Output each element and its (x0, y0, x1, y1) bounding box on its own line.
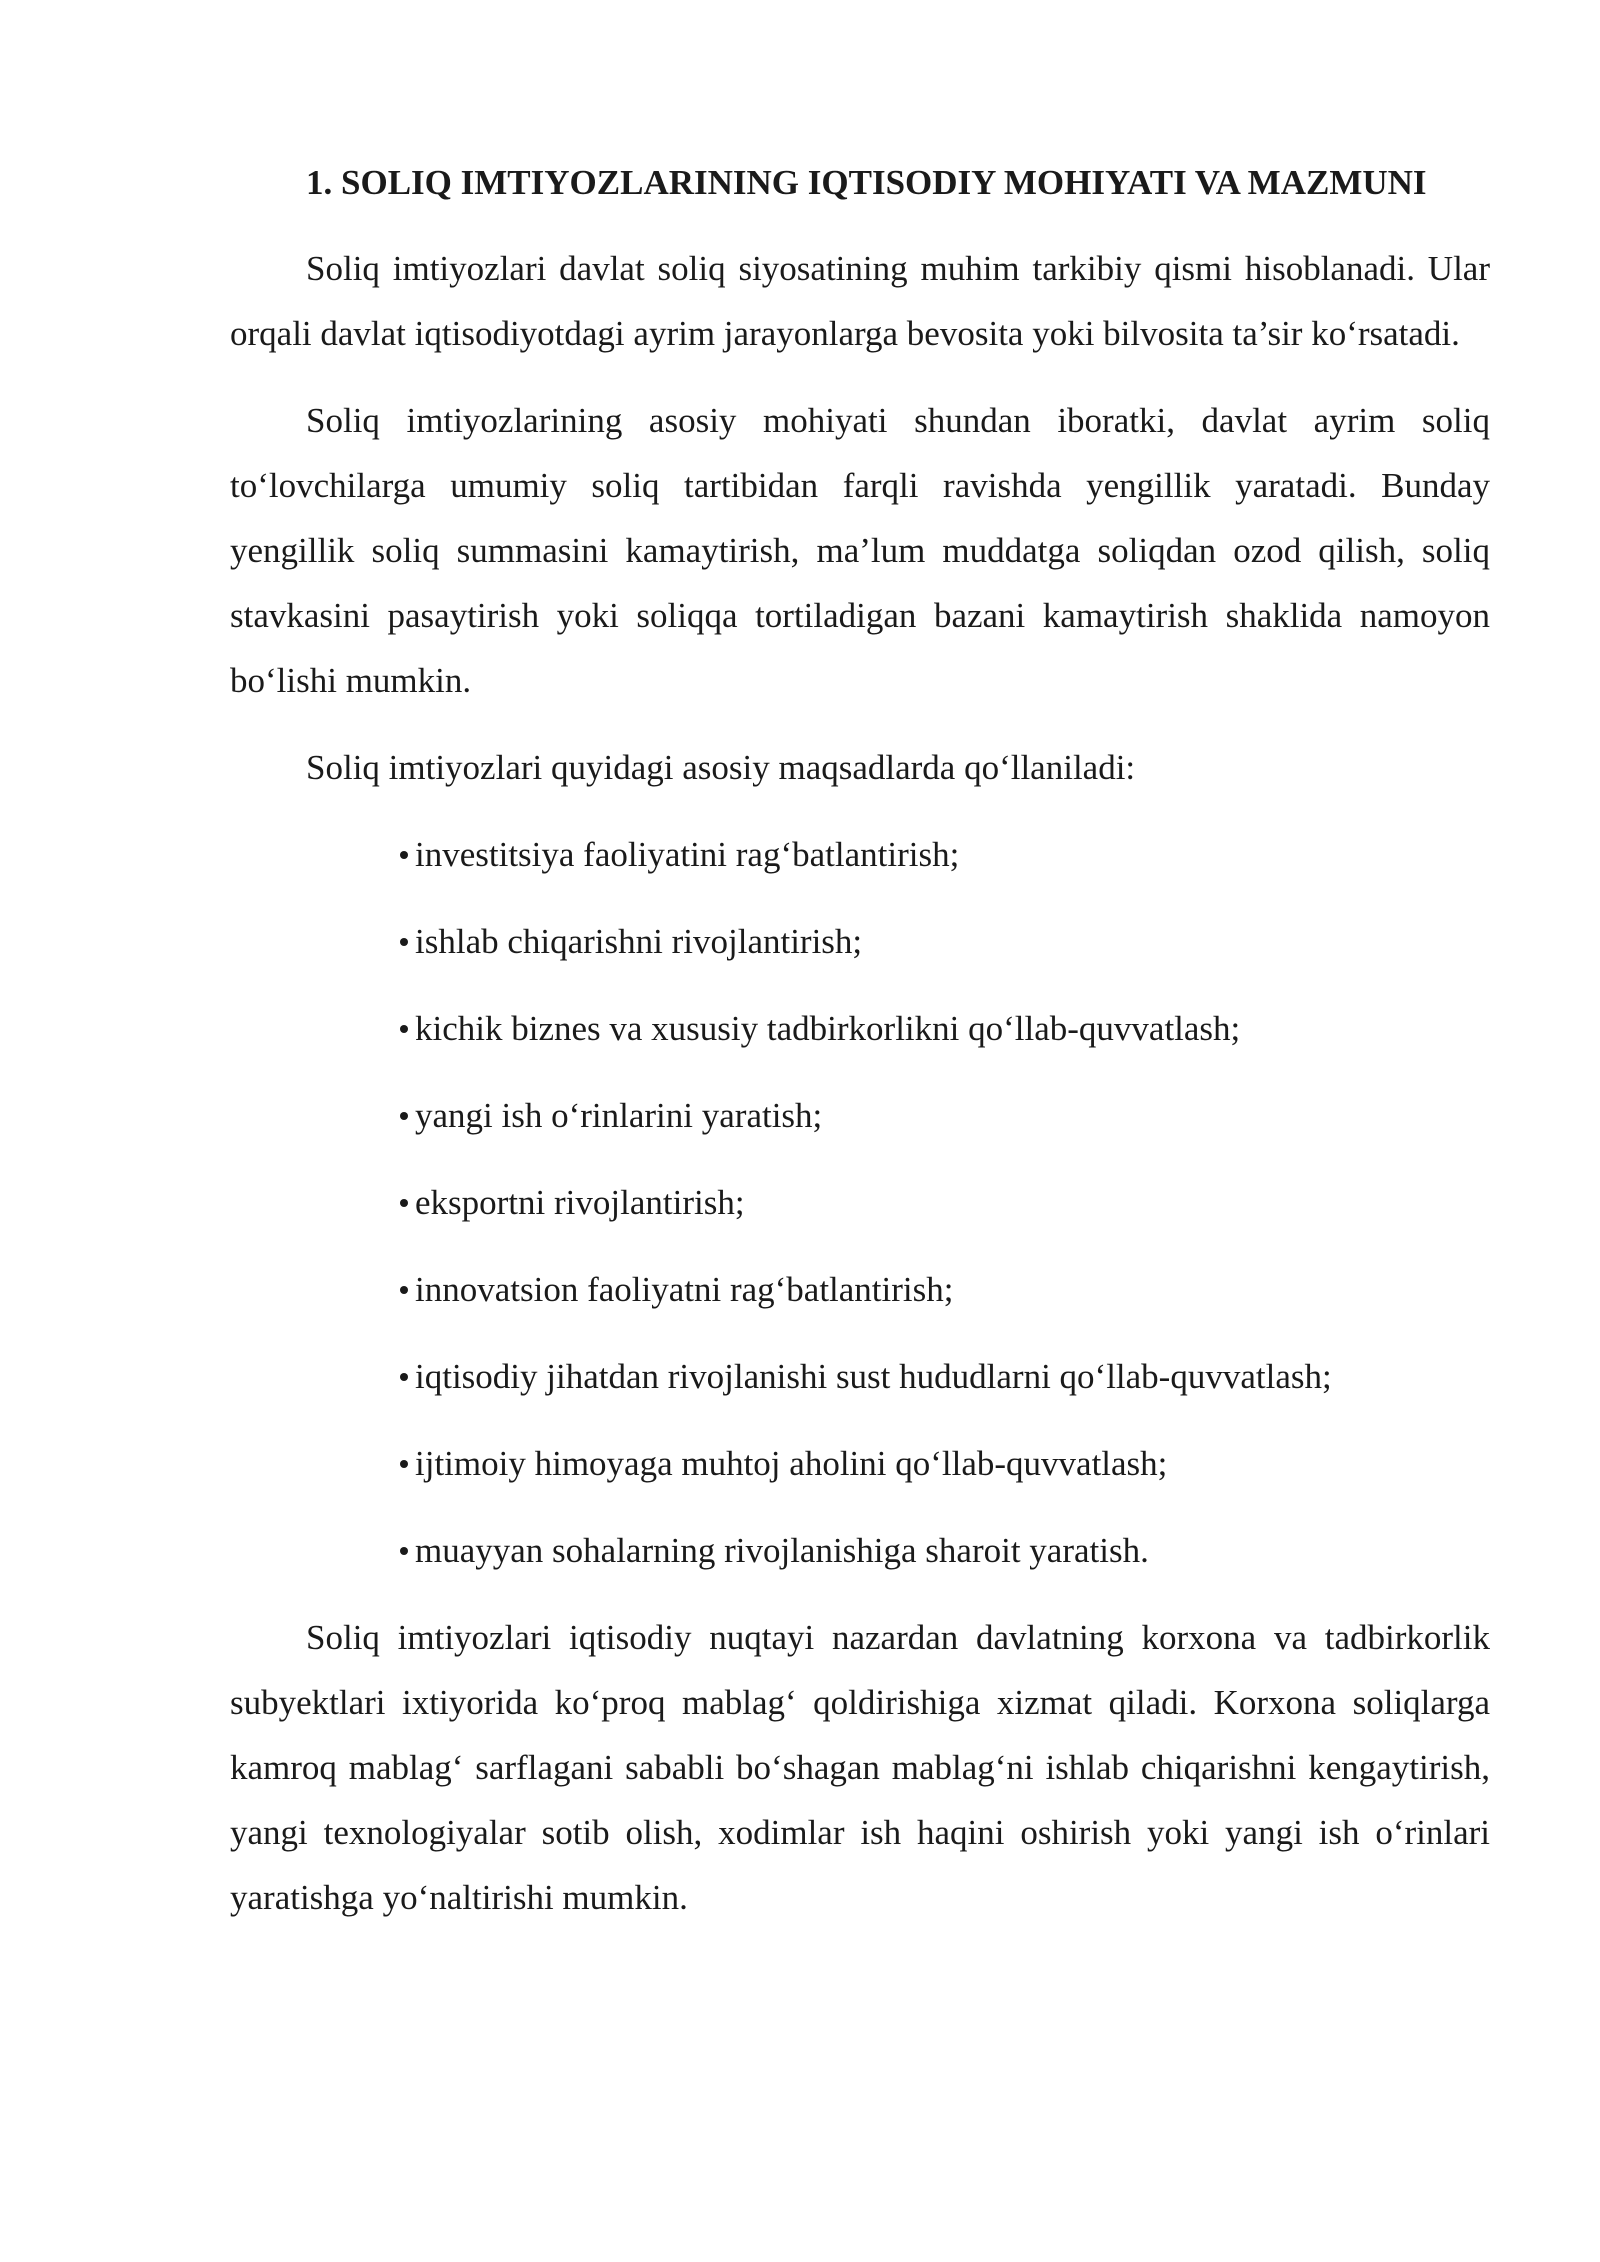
bullet-icon (400, 1286, 408, 1294)
list-item-text: ishlab chiqarishni rivojlantirish; (415, 922, 863, 961)
list-item-text: kichik biznes va xususiy tadbirkorlikni qo‘llab-quvvatlash; (415, 1009, 1241, 1048)
bullet-icon (400, 938, 408, 946)
paragraph-goals-lead: Soliq imtiyozlari quyidagi asosiy maqsadlarda qo‘llaniladi: (306, 748, 1136, 787)
section-heading: 1. SOLIQ IMTIYOZLARINING IQTISODIY MOHIYATI VA MAZMUNI (306, 163, 1427, 202)
list-item-text: investitsiya faoliyatini rag‘batlantirish; (415, 835, 960, 874)
goals-list (230, 822, 1490, 1583)
paragraph-closing: Soliq imtiyozlari iqtisodiy nuqtayi nazardan davlatning korxona va tadbirkorlik subyektlari ixtiyorida ko‘proq mablag‘ qoldirishiga xizmat qiladi. Korxona soliqlarga kamroq mablag‘ sarflagani sababli bo‘shagan mablag‘ni ishlab chiqarishni kengaytirish, yangi texnologiyalar sotib olish, xodimlar ish haqini oshirish yoki yangi ish o‘rinlari yaratishga yo‘naltirishi mumkin. (230, 1618, 1490, 1917)
list-item (400, 1518, 1490, 1583)
list-item-text: yangi ish o‘rinlarini yaratish; (415, 1096, 823, 1135)
bullet-icon (400, 1373, 408, 1381)
list-item (400, 1344, 1490, 1409)
list-item-text: muayyan sohalarning rivojlanishiga sharoit yaratish. (415, 1531, 1149, 1570)
bullet-icon (400, 1460, 408, 1468)
list-item-text: ijtimoiy himoyaga muhtoj aholini qo‘llab-quvvatlash; (415, 1444, 1168, 1483)
bullet-icon (400, 1112, 408, 1120)
paragraph-essence: Soliq imtiyozlarining asosiy mohiyati shundan iboratki, davlat ayrim soliq to‘lovchilarga umumiy soliq tartibidan farqli ravishda yengillik yaratadi. Bunday yengillik soliq summasini kamaytirish, ma’lum muddatga soliqdan ozod qilish, soliq stavkasini pasaytirish yoki soliqqa tortiladigan bazani kamaytirish shaklida namoyon bo‘lishi mumkin. (230, 401, 1490, 700)
bullet-icon (400, 1547, 408, 1555)
list-item-text: iqtisodiy jihatdan rivojlanishi sust hududlarni qo‘llab-quvvatlash; (415, 1357, 1332, 1396)
bullet-icon (400, 1199, 408, 1207)
list-item-text: innovatsion faoliyatni rag‘batlantirish; (415, 1270, 954, 1309)
list-item (400, 822, 1490, 887)
bullet-icon (400, 1025, 408, 1033)
list-item (400, 1431, 1490, 1496)
document-page (230, 150, 1490, 1952)
list-item-text: eksportni rivojlantirish; (415, 1183, 745, 1222)
paragraph-intro: Soliq imtiyozlari davlat soliq siyosatining muhim tarkibiy qismi hisoblanadi. Ular orqali davlat iqtisodiyotdagi ayrim jarayonlarga bevosita yoki bilvosita ta’sir ko‘rsatadi. (230, 249, 1490, 353)
list-item (400, 1170, 1490, 1235)
list-item (400, 909, 1490, 974)
list-item (400, 1083, 1490, 1148)
list-item (400, 996, 1490, 1061)
bullet-icon (400, 851, 408, 859)
list-item (400, 1257, 1490, 1322)
